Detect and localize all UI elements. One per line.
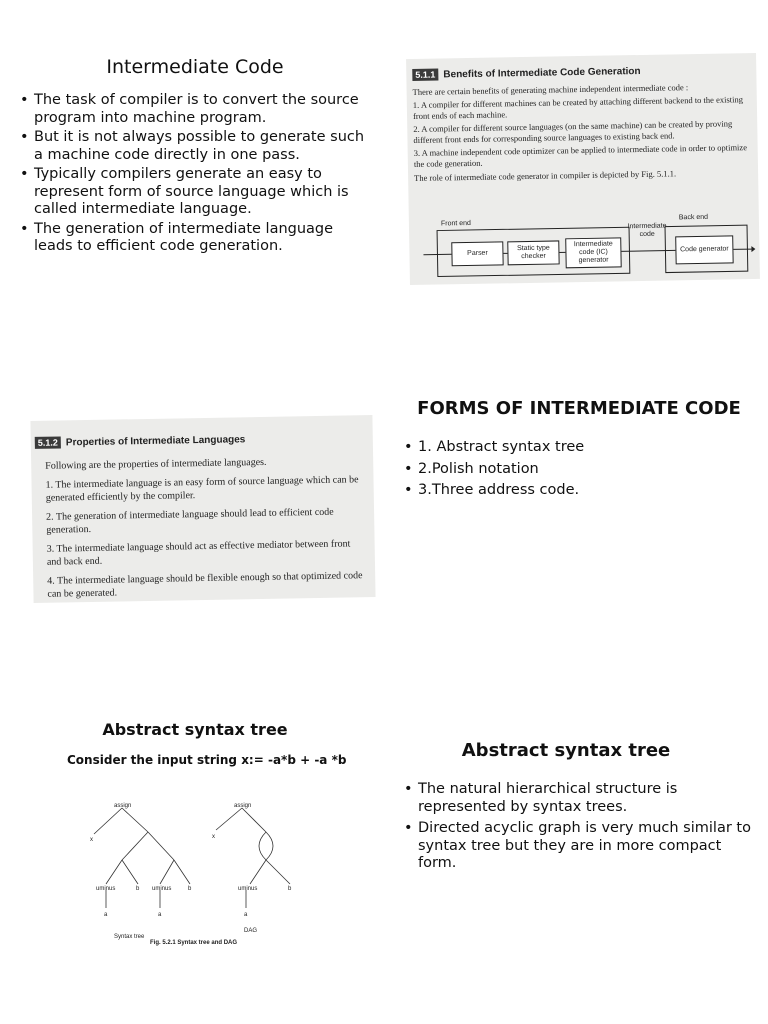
front-end-label: Front end [440,219,471,228]
role-text: The role of intermediate code generator in compiler is depicted by Fig. 5.1.1. [414,168,677,183]
slide-title: Abstract syntax tree [461,740,671,761]
bullet-item: • The natural hierarchical structure is represented by syntax trees. [404,781,754,816]
bullet-item: • Directed acyclic graph is very much similar to syntax tree but they are in more compact form. [404,820,754,873]
bullet-item: • Typically compilers generate an easy to represent form of source language which is called intermediate language. [20,166,370,219]
scan-benefits [406,53,760,285]
property-item: 2. The generation of intermediate language should lead to efficient code generation. [46,506,334,536]
tree-node-b: b [188,886,192,892]
figure-caption: Fig. 5.2.1 Syntax tree and DAG [150,940,238,946]
dag-node-a: a [244,912,248,918]
parser-box: Parser [451,241,503,266]
section-title: Properties of Intermediate Languages [65,434,246,449]
bullet-list [404,439,754,500]
bullet-list [20,92,370,256]
bullet-list [404,781,754,873]
benefit-item: 2. A compiler for different source languages (on the same machine) can be created by proving different front ends for corresponding source languages to existing back end. [413,118,733,145]
bullet-item: • But it is not always possible to generate such a machine code directly in one pass. [20,129,370,164]
ic-label: Intermediate code [627,222,667,239]
back-end-label: Back end [678,213,709,222]
slide-forms [404,398,754,502]
intro-text: There are certain benefits of generating machine independent intermediate code : [412,82,689,97]
tree-node-b: b [136,886,140,892]
benefit-item: 1. A compiler for different machines can be created by attaching different backend to the existing front ends of each machine. [412,94,744,121]
bullet-item: • 1. Abstract syntax tree [404,439,754,457]
slide-intermediate-code [20,56,370,258]
bullet-item: • 3.Three address code. [404,482,754,500]
section-number: 5.1.1 [412,69,438,81]
bullet-item: • 2.Polish notation [404,461,754,479]
code-generator-box: Code generator [675,235,733,264]
property-item: 3. The intermediate language should act as effective mediator between front and back end. [46,538,351,568]
tree-node-assign: assign [114,803,132,809]
tree-node-a: a [104,912,108,918]
scan-properties [30,415,375,603]
dag-node-assign: assign [234,803,252,809]
intro-text: Following are the properties of intermediate languages. [45,456,267,472]
input-string: Consider the input string x:= -a*b + -a *b [67,753,347,767]
slide-title: FORMS OF INTERMEDIATE CODE [417,398,741,419]
tree-node-x: x [90,837,93,843]
tree-node-uminus: uminus [152,886,172,892]
dag-caption: DAG [244,928,258,934]
bullet-item: • The generation of intermediate language leads to efficient code generation. [20,221,370,256]
slide-title: Intermediate Code [106,56,284,78]
slide-title: Abstract syntax tree [102,720,288,739]
tree-node-uminus: uminus [96,886,116,892]
checker-box: Static type checker [507,240,559,265]
property-item: 1. The intermediate language is an easy form of source language which can be generated efficiently by the compiler. [45,474,359,504]
benefit-item: 3. A machine independent code optimizer can be applied to intermediate code in order to optimize the code generation. [413,142,748,169]
compiler-diagram [413,213,756,283]
bullet-item: • The task of compiler is to convert the source program into machine program. [20,92,370,127]
property-item: 4. The intermediate language should be flexible enough so that optimized code can be generated. [47,570,363,600]
ic-generator-box: Intermediate code (IC) generator [565,237,622,268]
section-number: 5.1.2 [35,436,61,448]
dag-node-x: x [212,834,215,840]
syntax-tree-figure [80,798,340,948]
tree-node-a: a [158,912,162,918]
slide-ast-diagram [20,720,370,767]
tree-caption: Syntax tree [114,934,145,940]
slide-ast-text [404,740,754,875]
dag-node-uminus: uminus [238,886,258,892]
dag-node-b: b [288,886,292,892]
section-title: Benefits of Intermediate Code Generation [443,65,641,81]
